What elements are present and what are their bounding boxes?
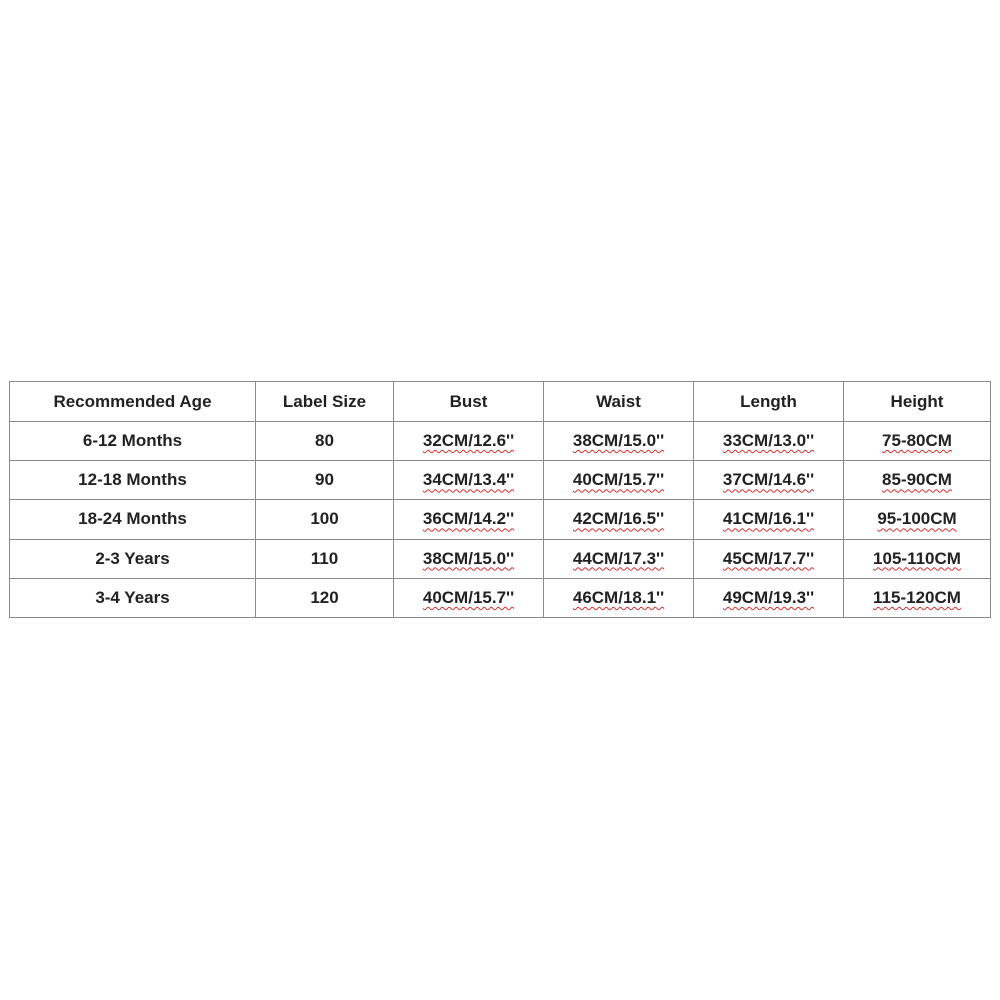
table-row <box>10 539 991 578</box>
cell-age: 6-12 Months <box>10 422 256 461</box>
header-recommended-age: Recommended Age <box>10 382 256 422</box>
cell-bust: 32CM/12.6'' <box>394 422 544 461</box>
cell-length: 49CM/19.3'' <box>694 578 844 617</box>
cell-label-size: 100 <box>256 500 394 539</box>
cell-length: 37CM/14.6'' <box>694 461 844 500</box>
cell-bust: 36CM/14.2'' <box>394 500 544 539</box>
table-row <box>10 500 991 539</box>
cell-label-size: 120 <box>256 578 394 617</box>
table-header-row <box>10 382 991 422</box>
header-length: Length <box>694 382 844 422</box>
cell-length: 45CM/17.7'' <box>694 539 844 578</box>
cell-height: 115-120CM <box>844 578 991 617</box>
cell-waist: 46CM/18.1'' <box>544 578 694 617</box>
header-waist: Waist <box>544 382 694 422</box>
cell-label-size: 90 <box>256 461 394 500</box>
cell-bust: 34CM/13.4'' <box>394 461 544 500</box>
cell-waist: 44CM/17.3'' <box>544 539 694 578</box>
header-bust: Bust <box>394 382 544 422</box>
cell-label-size: 110 <box>256 539 394 578</box>
table-row <box>10 461 991 500</box>
cell-length: 41CM/16.1'' <box>694 500 844 539</box>
cell-height: 105-110CM <box>844 539 991 578</box>
table-row <box>10 578 991 617</box>
cell-waist: 42CM/16.5'' <box>544 500 694 539</box>
cell-age: 3-4 Years <box>10 578 256 617</box>
cell-height: 75-80CM <box>844 422 991 461</box>
size-chart-table <box>9 381 991 618</box>
cell-age: 12-18 Months <box>10 461 256 500</box>
cell-bust: 40CM/15.7'' <box>394 578 544 617</box>
cell-age: 2-3 Years <box>10 539 256 578</box>
header-height: Height <box>844 382 991 422</box>
cell-waist: 38CM/15.0'' <box>544 422 694 461</box>
cell-label-size: 80 <box>256 422 394 461</box>
cell-bust: 38CM/15.0'' <box>394 539 544 578</box>
header-label-size: Label Size <box>256 382 394 422</box>
table-row <box>10 422 991 461</box>
cell-age: 18-24 Months <box>10 500 256 539</box>
cell-height: 95-100CM <box>844 500 991 539</box>
cell-length: 33CM/13.0'' <box>694 422 844 461</box>
cell-height: 85-90CM <box>844 461 991 500</box>
cell-waist: 40CM/15.7'' <box>544 461 694 500</box>
